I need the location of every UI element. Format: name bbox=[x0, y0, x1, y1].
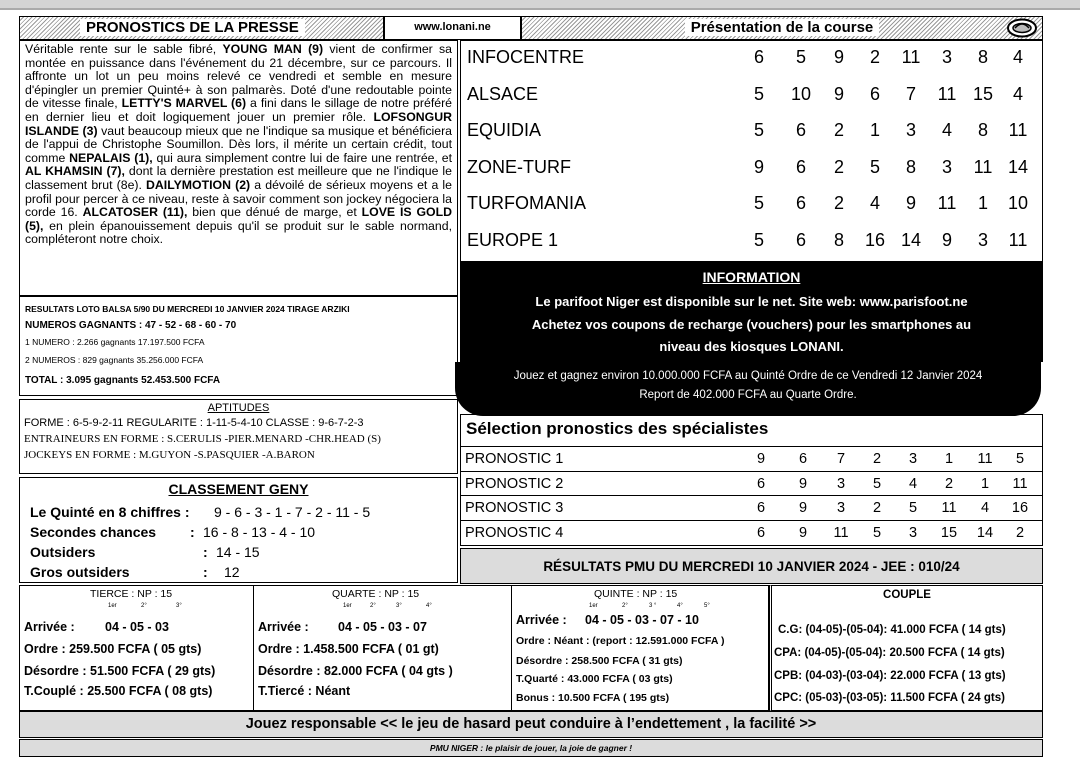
selection-number: 3 bbox=[836, 475, 846, 492]
geny-row-value-1: 16 - 8 - 13 - 4 - 10 bbox=[203, 524, 316, 540]
geny-row-label-0: Le Quinté en 8 chiffres : bbox=[30, 504, 190, 520]
tierce-box bbox=[19, 585, 254, 711]
press-number: 3 bbox=[941, 47, 952, 67]
press-number: 9 bbox=[753, 156, 764, 177]
press-source-name: TURFOMANIA bbox=[467, 193, 586, 213]
information-title: INFORMATION bbox=[702, 269, 801, 285]
selection-number: 6 bbox=[756, 475, 766, 492]
article-box bbox=[19, 40, 458, 296]
article-horse-name: YOUNG MAN (9) bbox=[222, 42, 324, 56]
press-number: 8 bbox=[977, 47, 988, 67]
loto-total: TOTAL : 3.095 gagnants 52.453.500 FCFA bbox=[25, 375, 221, 386]
information-line1: Le parifoot Niger est disponible sur le net. Site web: www.parisfoot.ne bbox=[535, 294, 968, 309]
selection-row-name: PRONOSTIC 2 bbox=[465, 475, 564, 492]
press-number: 11 bbox=[937, 193, 957, 213]
press-number: 6 bbox=[753, 47, 764, 67]
loto-line1: 1 NUMERO : 2.266 gagnants 17.197.500 FCFA bbox=[25, 337, 205, 347]
press-number: 10 bbox=[790, 83, 812, 104]
quarte-rank-2: 2° bbox=[370, 603, 376, 609]
tierce-arrivee: 04 - 05 - 03 bbox=[105, 620, 169, 634]
geny-row-sep-3: : bbox=[203, 564, 208, 580]
quarte-ordre: Ordre : 1.458.500 FCFA ( 01 gt) bbox=[258, 642, 439, 656]
press-row bbox=[461, 155, 1041, 185]
selection-row bbox=[460, 446, 1043, 470]
aptitudes-line3: JOCKEYS EN FORME : M.GUYON -S.PASQUIER -A.BARON bbox=[24, 449, 315, 461]
right-title: Présentation de la course bbox=[685, 19, 880, 36]
press-row bbox=[461, 82, 1041, 112]
geny-title: CLASSEMENT GENY bbox=[168, 481, 309, 497]
press-number: 11 bbox=[1008, 229, 1028, 250]
quarte-tierce: T.Tiercé : Néant bbox=[258, 684, 351, 698]
press-source-name: EQUIDIA bbox=[467, 120, 542, 140]
selection-number: 2 bbox=[944, 475, 954, 492]
selection-number: 1 bbox=[944, 451, 954, 467]
quarte-title: QUARTE : NP : 15 bbox=[332, 588, 420, 600]
selection-number: 5 bbox=[872, 524, 882, 541]
tierce-rank-3: 3° bbox=[176, 603, 182, 609]
selection-number: 15 bbox=[940, 524, 958, 541]
selection-number: 9 bbox=[756, 451, 766, 467]
press-number: 9 bbox=[833, 47, 844, 67]
aptitudes-title: APTITUDES bbox=[207, 402, 270, 414]
selection-number: 4 bbox=[980, 500, 990, 516]
press-number: 4 bbox=[1012, 47, 1023, 67]
selection-row bbox=[460, 471, 1043, 495]
press-source-name: ALSACE bbox=[467, 83, 539, 104]
selection-number: 14 bbox=[976, 524, 994, 541]
tierce-rank-1: 1er bbox=[108, 603, 117, 609]
tierce-title: TIERCE : NP : 15 bbox=[90, 588, 173, 600]
press-number: 3 bbox=[941, 156, 952, 177]
top-bar bbox=[0, 0, 1080, 10]
tierce-desordre: Désordre : 51.500 FCFA ( 29 gts) bbox=[24, 664, 216, 678]
selection-number: 1 bbox=[980, 475, 990, 492]
quarte-box bbox=[253, 585, 512, 711]
press-number: 3 bbox=[905, 120, 916, 140]
tierce-ordre: Ordre : 259.500 FCFA ( 05 gts) bbox=[24, 642, 202, 656]
selection-number: 5 bbox=[1015, 451, 1025, 467]
press-number: 16 bbox=[864, 229, 886, 250]
article-horse-name: LETTY'S MARVEL (6) bbox=[121, 96, 247, 111]
article-horse-name: LOVE IS GOLD (5), bbox=[25, 205, 452, 233]
horseshoe-logo-icon bbox=[1006, 18, 1038, 38]
selection-number: 3 bbox=[836, 500, 846, 516]
article-text-segment: Véritable rente sur le sable fibré, bbox=[25, 42, 223, 56]
quinte-rank-1: 1er bbox=[589, 603, 598, 609]
quarte-arrivee-label: Arrivée : bbox=[258, 620, 309, 634]
press-number: 5 bbox=[753, 229, 764, 250]
press-number: 10 bbox=[1007, 193, 1029, 213]
quinte-ordre: Ordre : Néant : (report : 12.591.000 FCFA ) bbox=[516, 635, 725, 647]
pmu-title: RÉSULTATS PMU DU MERCREDI 10 JANVIER 2024 - JEE : 010/24 bbox=[543, 559, 960, 574]
selection-number: 2 bbox=[1015, 524, 1025, 541]
selection-number: 2 bbox=[872, 500, 882, 516]
quarte-rank-1: 1er bbox=[343, 603, 352, 609]
jackpot-line1: Jouez et gagnez environ 10.000.000 FCFA au Quinté Ordre de ce Vendredi 12 Janvier 2024 bbox=[513, 370, 983, 382]
press-number: 6 bbox=[795, 156, 806, 177]
quinte-rank-3: 3 ° bbox=[649, 603, 657, 609]
quinte-bonus: Bonus : 10.500 FCFA ( 195 gts) bbox=[516, 692, 670, 704]
quinte-arrivee: 04 - 05 - 03 - 07 - 10 bbox=[585, 613, 699, 627]
selection-row-name: PRONOSTIC 4 bbox=[465, 524, 564, 541]
header-right bbox=[521, 16, 1043, 40]
press-row bbox=[461, 45, 1041, 75]
press-number: 5 bbox=[795, 47, 806, 67]
tierce-couple: T.Couplé : 25.500 FCFA ( 08 gts) bbox=[24, 684, 213, 698]
header-left bbox=[19, 16, 384, 40]
aptitudes-line1: FORME : 6-5-9-2-11 REGULARITE : 1-11-5-4-10 CLASSE : 9-6-7-2-3 bbox=[24, 417, 364, 429]
footer-slogan-box bbox=[19, 739, 1043, 757]
press-number: 14 bbox=[1007, 156, 1029, 177]
quinte-title: QUINTE : NP : 15 bbox=[594, 588, 678, 600]
website-box bbox=[384, 16, 521, 40]
quinte-desordre: Désordre : 258.500 FCFA ( 31 gts) bbox=[516, 655, 683, 667]
selection-number: 6 bbox=[756, 500, 766, 516]
press-number: 4 bbox=[869, 193, 880, 213]
aptitudes-line2: ENTRAINEURS EN FORME : S.CERULIS -PIER.MENARD -CHR.HEAD (S) bbox=[24, 433, 381, 445]
press-number: 14 bbox=[900, 229, 922, 250]
article-text-segment: dont la dernière prestation est meilleure que ne l'indique le classement brut (8e). bbox=[25, 164, 452, 192]
press-number: 7 bbox=[905, 83, 916, 104]
aptitudes-box bbox=[19, 399, 458, 474]
quinte-arrivee-label: Arrivée : bbox=[516, 613, 567, 627]
press-number: 2 bbox=[833, 193, 844, 213]
loto-box bbox=[19, 296, 458, 396]
geny-row-label-1: Secondes chances bbox=[30, 524, 157, 540]
selection-number: 9 bbox=[798, 475, 808, 492]
press-source-name: EUROPE 1 bbox=[467, 229, 559, 250]
tierce-rank-2: 2° bbox=[141, 603, 147, 609]
selection-number: 11 bbox=[941, 500, 957, 516]
article-text-segment: vaut beaucoup mieux que ne l'indique sa musique et bénéficiera de l'appui de Christophe Soumillon. Dès lors, il mérite un certain crédit, tout comme bbox=[25, 123, 452, 165]
press-number: 2 bbox=[833, 120, 844, 140]
footer-responsible: Jouez responsable << le jeu de hasard peut conduire à l’endettement , la facilité >> bbox=[245, 716, 817, 732]
press-number: 2 bbox=[869, 47, 880, 67]
article-text-segment: a fini dans le sillage de notre préféré en dernier lieu et doit logiquement jouer un premier rôle. bbox=[25, 96, 453, 124]
selection-row bbox=[460, 520, 1043, 544]
press-number: 6 bbox=[795, 193, 806, 213]
press-number: 11 bbox=[937, 83, 957, 104]
press-number: 9 bbox=[905, 193, 916, 213]
article-horse-name: AL KHAMSIN (7), bbox=[25, 164, 125, 179]
article-horse-name: NEPALAIS (1), bbox=[69, 150, 153, 165]
selection-number: 2 bbox=[872, 451, 882, 467]
press-number: 8 bbox=[905, 156, 916, 177]
geny-row-label-2: Outsiders bbox=[30, 544, 96, 560]
press-number: 8 bbox=[977, 120, 988, 140]
press-number: 6 bbox=[869, 83, 880, 104]
press-number: 2 bbox=[833, 156, 844, 177]
press-number: 1 bbox=[977, 193, 988, 213]
geny-row-sep-1: : bbox=[190, 524, 195, 540]
press-number: 11 bbox=[973, 156, 993, 177]
selection-number: 11 bbox=[833, 524, 849, 541]
selection-number: 5 bbox=[908, 500, 918, 516]
selection-number: 7 bbox=[836, 451, 846, 467]
geny-row-value-3: 12 bbox=[224, 564, 240, 580]
couple-cpb: CPB: (04-03)-(03-04): 22.000 FCFA ( 13 gts) bbox=[774, 670, 1006, 682]
press-number: 11 bbox=[1008, 120, 1028, 140]
selection-row-name: PRONOSTIC 1 bbox=[465, 451, 564, 467]
quinte-rank-4: 4° bbox=[677, 603, 683, 609]
quarte-rank-4: 4° bbox=[426, 603, 432, 609]
geny-box bbox=[19, 477, 458, 583]
geny-row-sep-2: : bbox=[203, 544, 208, 560]
selection-row-name: PRONOSTIC 3 bbox=[465, 500, 564, 516]
quinte-rank-5: 5° bbox=[704, 603, 710, 609]
press-row bbox=[461, 191, 1041, 221]
loto-title: RESULTATS LOTO BALSA 5/90 DU MERCREDI 10 JANVIER 2024 TIRAGE ARZIKI bbox=[25, 304, 350, 314]
jackpot-banner bbox=[455, 362, 1041, 416]
loto-line2: 2 NUMEROS : 829 gagnants 35.256.000 FCFA bbox=[25, 355, 204, 365]
selection-number: 11 bbox=[1012, 475, 1028, 492]
article-horse-name: LOFSONGUR ISLANDE (3) bbox=[25, 109, 452, 138]
press-row bbox=[461, 118, 1041, 148]
article-text-segment: qui aura simplement contre lui de faire une rentrée, et bbox=[152, 150, 452, 165]
selection-number: 4 bbox=[908, 475, 918, 492]
article-text bbox=[25, 43, 452, 247]
quarte-arrivee: 04 - 05 - 03 - 07 bbox=[338, 620, 427, 634]
information-box bbox=[460, 262, 1043, 362]
quinte-rank-2: 2° bbox=[622, 603, 628, 609]
website-label: www.lonani.ne bbox=[414, 21, 491, 33]
press-number: 3 bbox=[977, 229, 988, 250]
couple-cpc: CPC: (05-03)-(03-05): 11.500 FCFA ( 24 gts) bbox=[774, 692, 1005, 704]
footer-responsible-box bbox=[19, 711, 1043, 738]
footer-slogan: PMU NIGER : le plaisir de jouer, la joie de gagner ! bbox=[429, 743, 633, 753]
article-text-segment: a dévoilé de sérieux moyens et a le profil pour percer à ce niveau, reste à savoir comment son jockey négociera la corde 16. bbox=[25, 177, 453, 220]
geny-row-value-2: 14 - 15 bbox=[216, 544, 260, 560]
couple-cg: C.G: (04-05)-(05-04): 41.000 FCFA ( 14 gts) bbox=[778, 624, 1006, 636]
selection-number: 6 bbox=[798, 451, 808, 467]
press-number: 15 bbox=[972, 83, 994, 104]
selection-number: 3 bbox=[908, 451, 918, 467]
press-number: 4 bbox=[1012, 83, 1023, 104]
selection-row bbox=[460, 495, 1043, 519]
quinte-quarte: T.Quarté : 43.000 FCFA ( 03 gts) bbox=[516, 673, 673, 685]
press-number: 6 bbox=[795, 229, 806, 250]
press-number: 4 bbox=[941, 120, 952, 140]
press-number: 5 bbox=[869, 156, 880, 177]
press-number: 5 bbox=[753, 193, 764, 213]
couple-title: COUPLE bbox=[883, 589, 931, 601]
geny-row-label-3: Gros outsiders bbox=[30, 564, 130, 580]
article-text-segment: en plein épanouissement depuis qu'il se produit sur le sable normand, compléteront notre choix. bbox=[25, 218, 452, 247]
quinte-box bbox=[511, 585, 769, 711]
press-number: 9 bbox=[833, 83, 844, 104]
press-number: 6 bbox=[795, 120, 806, 140]
press-row bbox=[461, 228, 1041, 258]
couple-box bbox=[769, 585, 1043, 711]
pmu-title-box bbox=[460, 548, 1043, 584]
article-horse-name: ALCATOSER (11), bbox=[82, 205, 188, 220]
article-horse-name: DAILYMOTION (2) bbox=[146, 177, 251, 192]
loto-winning: NUMEROS GAGNANTS : 47 - 52 - 68 - 60 - 70 bbox=[25, 320, 237, 331]
quarte-rank-3: 3° bbox=[396, 603, 402, 609]
press-number: 5 bbox=[753, 83, 764, 104]
selection-number: 9 bbox=[798, 500, 808, 516]
selection-number: 6 bbox=[756, 524, 766, 541]
selection-title: Sélection pronostics des spécialistes bbox=[466, 419, 769, 438]
press-number: 1 bbox=[869, 120, 880, 140]
press-source-name: INFOCENTRE bbox=[467, 47, 584, 67]
quarte-desordre: Désordre : 82.000 FCFA ( 04 gts ) bbox=[258, 664, 453, 678]
press-number: 11 bbox=[901, 47, 921, 67]
press-number: 8 bbox=[833, 229, 844, 250]
left-title: PRONOSTICS DE LA PRESSE bbox=[80, 19, 305, 36]
article-text-segment: vient de confirmer sa montée en puissance dans l'événement du 21 décembre, sur ce parcours. Il affronte un lot un peu moins relevé ce vendredi et semble en mesure d'épingler un premier Quinté+ à son palmarès. Doté d'une redoutable pointe de vitesse finale, bbox=[25, 42, 453, 111]
article-text-segment: bien que dénué de marge, et bbox=[187, 205, 362, 220]
press-number: 9 bbox=[941, 229, 952, 250]
couple-cpa: CPA: (04-05)-(05-04): 20.500 FCFA ( 14 gts) bbox=[774, 647, 1005, 659]
selection-number: 16 bbox=[1011, 500, 1029, 516]
selection-number: 9 bbox=[798, 524, 808, 541]
press-number: 5 bbox=[753, 120, 764, 140]
tierce-arrivee-label: Arrivée : bbox=[24, 620, 75, 634]
selection-number: 11 bbox=[977, 451, 993, 467]
selection-number: 3 bbox=[908, 524, 918, 541]
information-line3: niveau des kiosques LONANI. bbox=[659, 339, 844, 354]
press-source-name: ZONE-TURF bbox=[467, 156, 571, 177]
jackpot-line2: Report de 402.000 FCFA au Quarte Ordre. bbox=[639, 389, 857, 401]
information-line2: Achetez vos coupons de recharge (vouchers) pour les smartphones au bbox=[531, 317, 972, 332]
selection-number: 5 bbox=[872, 475, 882, 492]
geny-row-value-0: 9 - 6 - 3 - 1 - 7 - 2 - 11 - 5 bbox=[214, 504, 371, 520]
press-table bbox=[460, 40, 1043, 262]
